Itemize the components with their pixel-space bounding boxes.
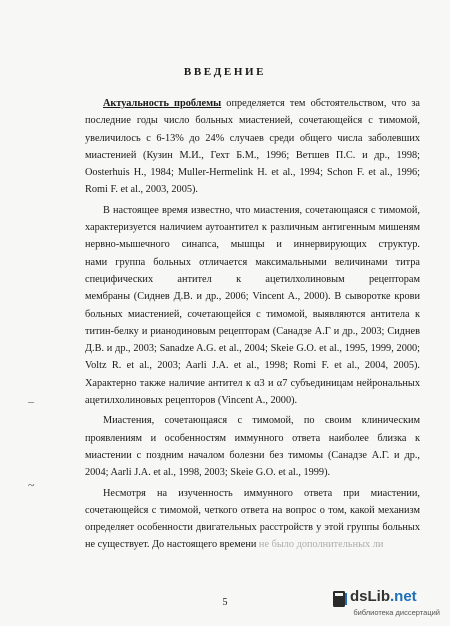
- text-line: последние годы число больных миастенией, сочетающейся с тимомой,: [85, 115, 420, 127]
- text-line: миастенией (Кузин М.И., Гехт Б.М., 1996; Ветшев П.С. и др., 1998;: [85, 149, 420, 161]
- text-line: сочетающейся с тимомой, четкого ответа на вопрос о том, какой механизм: [85, 504, 420, 516]
- paragraph-1-line-1: Актуальность проблемы определяется тем обстоятельством, что за: [103, 98, 420, 109]
- paragraph-4-line-1: Несмотря на изученность иммунного ответа при миастении,: [103, 487, 420, 499]
- margin-mark: ~: [28, 478, 35, 492]
- paragraph-2-line-1: В настоящее время известно, что миастения, сочетающаяся с тимомой,: [103, 204, 420, 216]
- page-number: 5: [222, 597, 228, 608]
- text-line: увеличилось с 6-13% до 24% случаев среди общего числа заболевших: [85, 132, 420, 144]
- text-line: специфических антител к ацетилхолиновым рецепторам: [85, 273, 420, 285]
- text-line: 2004; Aarli J.A. et al., 1998, 2003; Skeie G.O. et al., 1999).: [85, 467, 331, 479]
- text-line: миастении с поздним началом болезни без тимомы (Санадзе А.Г. и др.,: [85, 449, 420, 461]
- text-line: мембраны (Сиднев Д.В. и др., 2006; Vincent A., 2000). В сыворотке крови: [85, 291, 420, 303]
- text-line: Oosterhuis H., 1984; Muller-Hermelink H. et al., 1994; Schon F. et al., 1996;: [85, 167, 420, 179]
- text-line-last: не существует. До настоящего времени не было дополнительных ли: [85, 539, 384, 551]
- body-text: [85, 95, 420, 554]
- text-line: Характерно также наличие антител к α3 и α7 субъединицам нейрональных: [85, 377, 420, 389]
- text-line: нервно-мышечного синапса, мышцы и иннервирующих структур.: [85, 239, 420, 251]
- text-line: Д.В. и др., 2003; Sanadze A.G. et al., 2004; Skeie G.O. et al., 1995, 1999, 2000;: [85, 343, 420, 355]
- lead-term: Актуальность проблемы: [103, 98, 222, 109]
- paragraph-3-line-1: Миастения, сочетающаяся с тимомой, по своим клиническим: [103, 415, 420, 427]
- text-line: титин-белку и рианодиновым рецепторам (Санадзе А.Г и др., 2003; Сиднев: [85, 325, 420, 337]
- faded-text: не было дополнительных ли: [256, 539, 384, 551]
- watermark-name: dsLib.net: [350, 588, 417, 605]
- dslib-watermark: [332, 588, 440, 620]
- margin-mark: –: [28, 394, 34, 408]
- section-title: ВВЕДЕНИЕ: [183, 66, 267, 78]
- text-line: нами группа больных отличается максимальными величинами титра: [85, 256, 420, 268]
- text-line: Romi F. et al., 2003, 2005).: [85, 184, 199, 196]
- text-line: определяет особенности двигательных расстройств у этой группы больных: [85, 522, 420, 534]
- book-logo-icon: [332, 590, 348, 608]
- text-line: проявлениям и особенностям иммунного ответа наиболее близка к: [85, 432, 420, 444]
- text-line: Voltz R. et al., 2003; Aarli J.A. et al., 1998; Romi F. et al., 2004, 2005).: [85, 360, 420, 372]
- text-line: больных миастенией, сочетающейся с тимомой, выявляются антитела к: [85, 308, 420, 320]
- text-line: ацетилхолиновых рецепторов (Vincent A., 2000).: [85, 395, 298, 407]
- text-line: характеризуется наличием аутоантител к различным антигенным мишеням: [85, 222, 420, 234]
- watermark-subtitle: библиотека диссертаций: [353, 608, 440, 617]
